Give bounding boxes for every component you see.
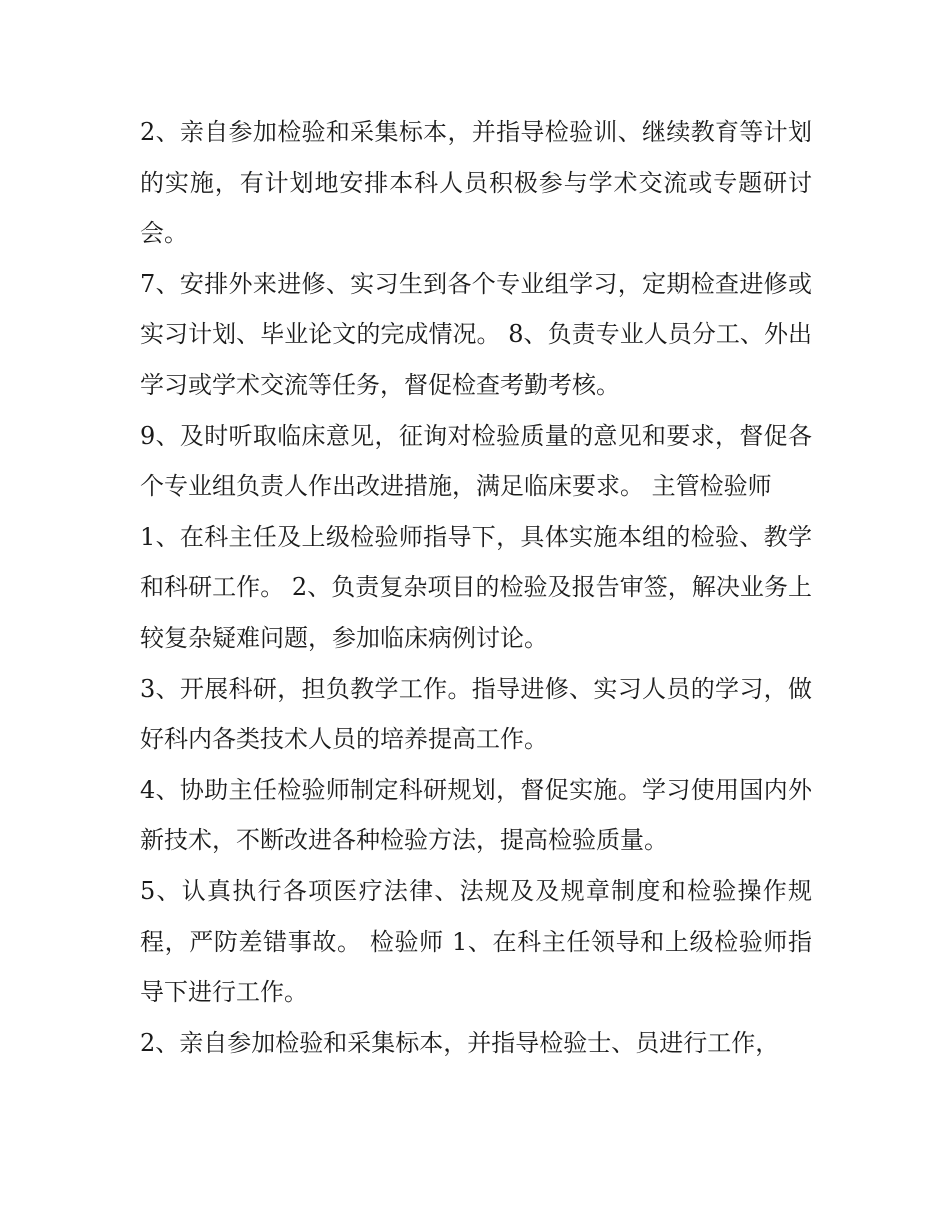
paragraph-8: 2、亲自参加检验和采集标本，并指导检验士、员进行工作， (140, 1028, 780, 1057)
paragraph-4: 1、在科主任及上级检验师指导下，具体实施本组的检验、教学和科研工作。 2、负责复杂项目的检验及报告审签，解决业务上较复杂疑难问题，参加临床病例讨论。 (140, 522, 812, 652)
paragraph-7: 5、认真执行各项医疗法律、法规及及规章制度和检验操作规程，严防差错事故。 检验师 1、在科主任领导和上级检验师指导下进行工作。 (140, 876, 812, 1007)
paragraph-5: 3、开展科研，担负教学工作。指导进修、实习人员的学习，做好科内各类技术人员的培养提高工作。 (140, 674, 812, 754)
paragraph-2: 7、安排外来进修、实习生到各个专业组学习，定期检查进修或实习计划、毕业论文的完成情况。 8、负责专业人员分工、外出学习或学术交流等任务，督促检查考勤考核。 (140, 269, 812, 399)
paragraph-1: 2、亲自参加检验和采集标本，并指导检验训、继续教育等计划的实施，有计划地安排本科人员积极参与学术交流或专题研讨会。 (140, 118, 812, 248)
paragraph-6: 4、协助主任检验师制定科研规划，督促实施。学习使用国内外新技术，不断改进各种检验方法，提高检验质量。 (140, 775, 812, 855)
document-body (140, 107, 812, 1068)
paragraph-3: 9、及时听取临床意见，征询对检验质量的意见和要求，督促各个专业组负责人作出改进措施，满足临床要求。 主管检验师 (140, 421, 812, 501)
